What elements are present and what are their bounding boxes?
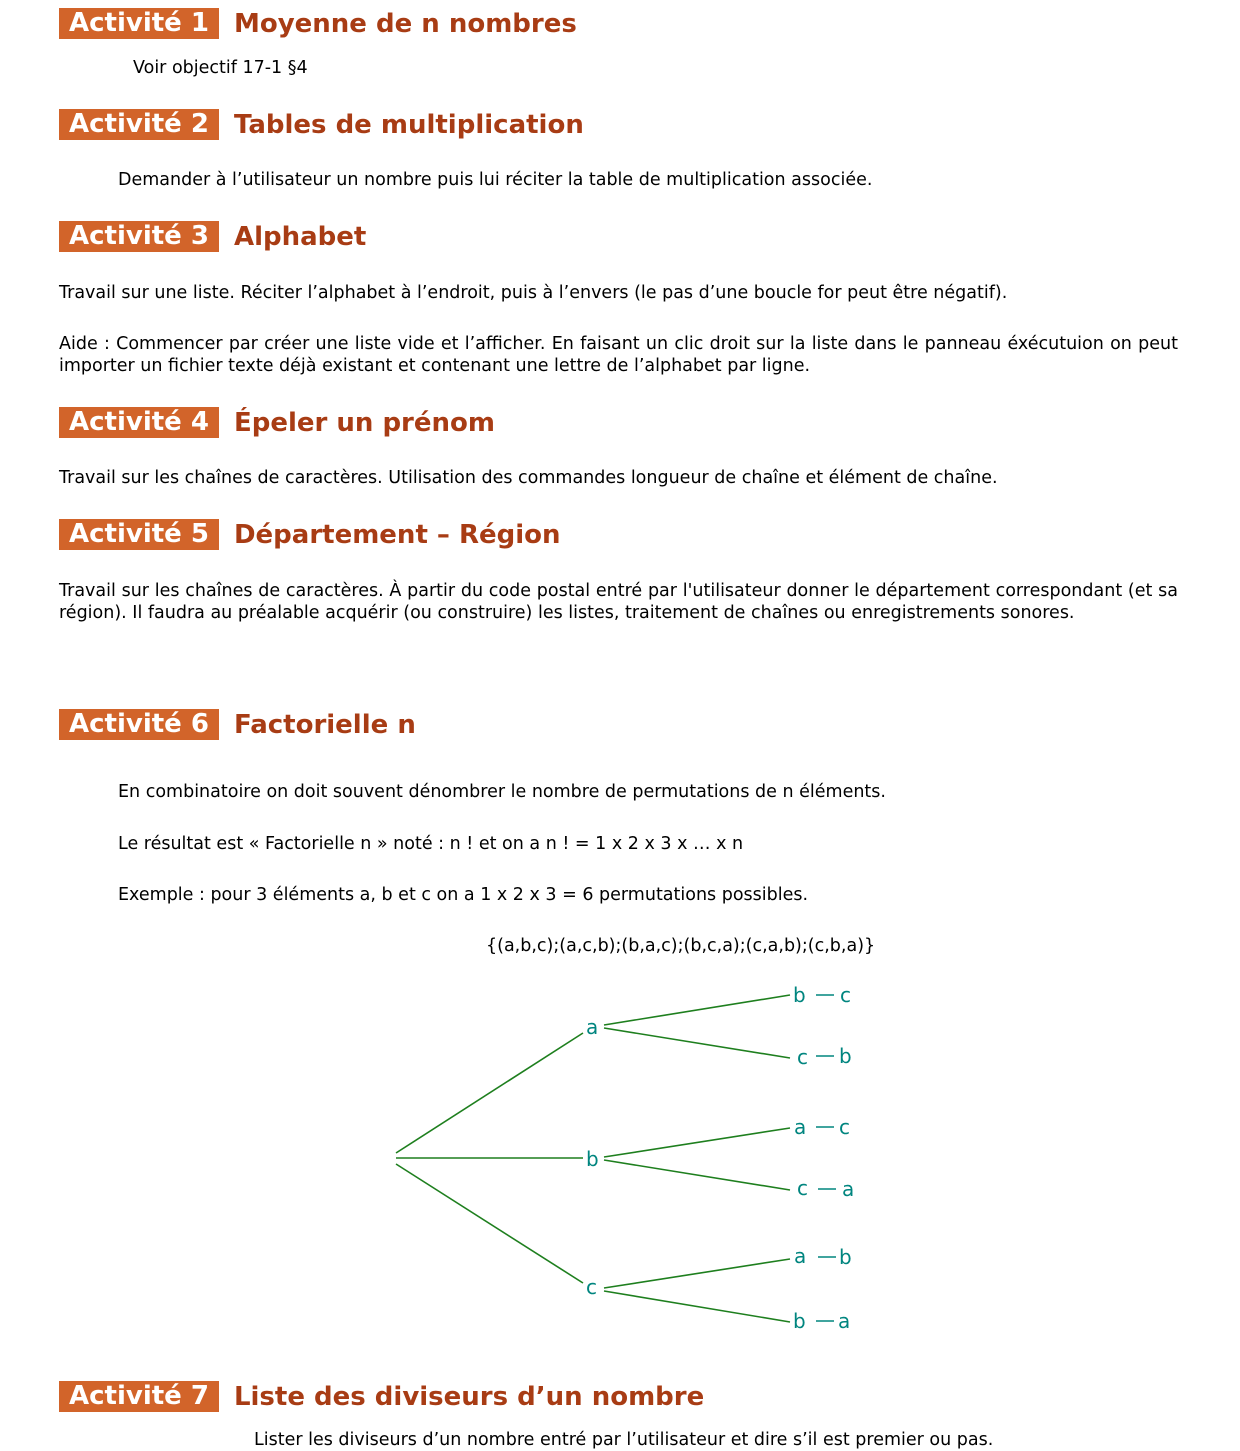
tree-node-level-2: a xyxy=(794,1244,807,1268)
activity-6-line-1: En combinatoire on doit souvent dénombrer le nombre de permutations de n éléments. xyxy=(118,782,886,802)
activity-badge: Activité 4 xyxy=(59,407,219,438)
activity-title: Département – Région xyxy=(233,519,561,550)
activity-6-line-2: Le résultat est « Factorielle n » noté : n ! et on a n ! = 1 x 2 x 3 x … x n xyxy=(118,834,744,854)
tree-edge xyxy=(604,1259,790,1288)
tree-node-level-3: c xyxy=(840,983,851,1007)
activity-title: Tables de multiplication xyxy=(233,109,584,140)
tree-edge xyxy=(604,1291,790,1322)
activity-7-heading xyxy=(59,1381,704,1412)
tree-edge xyxy=(604,1160,790,1190)
activity-title: Factorielle n xyxy=(233,709,416,740)
activity-2-text: Demander à l’utilisateur un nombre puis lui réciter la table de multiplication associée. xyxy=(118,170,873,190)
tree-node-level-3: a xyxy=(838,1309,851,1333)
tree-node-level-2: a xyxy=(794,1115,807,1139)
tree-node-level-3: b xyxy=(839,1044,852,1068)
activity-badge: Activité 3 xyxy=(59,221,219,252)
tree-node-level-3: a xyxy=(842,1177,855,1201)
tree-edge xyxy=(396,1164,583,1283)
activity-badge: Activité 1 xyxy=(59,8,219,39)
tree-node-level-3: c xyxy=(839,1115,850,1139)
tree-edge xyxy=(604,1128,790,1157)
activity-badge: Activité 2 xyxy=(59,109,219,140)
activity-3-help: Aide : Commencer par créer une liste vide et l’afficher. En faisant un clic droit sur la liste dans le panneau éxécutuion on peut importer un fichier texte déjà existant et contenant une lettre de l’alphabet par ligne. xyxy=(59,334,1178,376)
permutations-set: {(a,b,c);(a,c,b);(b,a,c);(b,c,a);(c,a,b);(c,b,a)} xyxy=(486,936,876,956)
activity-1-text: Voir objectif 17-1 §4 xyxy=(133,58,308,78)
tree-node-level-2: c xyxy=(797,1176,808,1200)
activity-title: Moyenne de n nombres xyxy=(233,8,577,39)
tree-node-level-1: c xyxy=(586,1275,597,1299)
activity-3-text: Travail sur une liste. Réciter l’alphabet à l’endroit, puis à l’envers (le pas d’une boucle for peut être négatif). xyxy=(59,283,1008,303)
activity-title: Épeler un prénom xyxy=(233,407,495,438)
tree-node-level-1: a xyxy=(586,1015,599,1039)
tree-node-level-2: b xyxy=(793,983,806,1007)
activity-badge: Activité 7 xyxy=(59,1381,219,1412)
tree-edge xyxy=(396,1033,583,1153)
activity-5-text: Travail sur les chaînes de caractères. À partir du code postal entré par l'utilisateur donner le département correspondant (et sa région). Il faudra au préalable acquérir (ou construire) les listes, traitement de chaînes ou enregistrements sonores. xyxy=(59,581,1178,623)
activity-badge: Activité 5 xyxy=(59,519,219,550)
activity-6-line-3: Exemple : pour 3 éléments a, b et c on a 1 x 2 x 3 = 6 permutations possibles. xyxy=(118,885,809,905)
tree-edge xyxy=(604,995,790,1025)
tree-node-level-2: c xyxy=(797,1045,808,1069)
activity-title: Liste des diviseurs d’un nombre xyxy=(233,1381,705,1412)
activity-title: Alphabet xyxy=(233,221,367,252)
activity-4-text: Travail sur les chaînes de caractères. Utilisation des commandes longueur de chaîne et élément de chaîne. xyxy=(59,468,998,488)
activity-badge: Activité 6 xyxy=(59,709,219,740)
activity-7-text: Lister les diviseurs d’un nombre entré par l’utilisateur et dire s’il est premier ou pas. xyxy=(254,1430,994,1450)
tree-node-level-1: b xyxy=(586,1147,599,1171)
tree-node-level-3: b xyxy=(839,1245,852,1269)
tree-node-level-2: b xyxy=(793,1309,806,1333)
tree-edge xyxy=(604,1028,790,1058)
